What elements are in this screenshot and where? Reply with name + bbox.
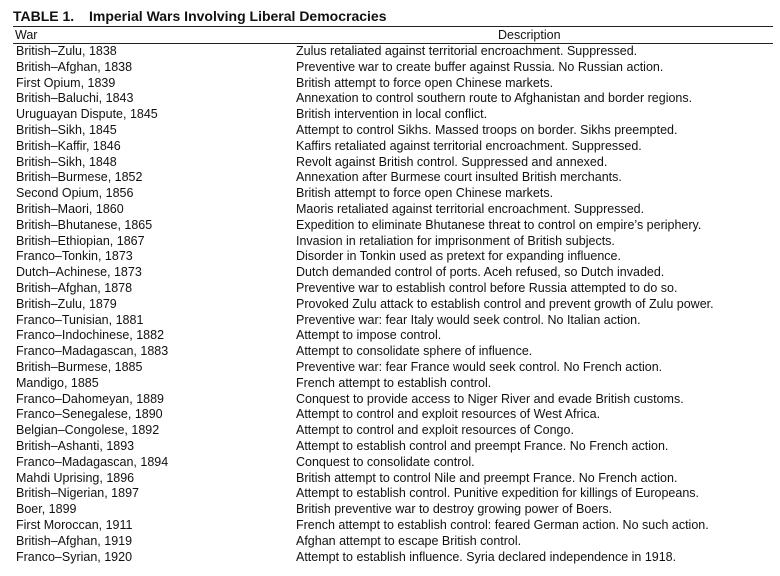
table-row [13,139,773,155]
war-description-cell: Kaffirs retaliated against territorial encroachment. Suppressed. [296,138,642,153]
war-name-cell: Franco–Senegalese, 1890 [16,407,163,422]
table-row [13,123,773,139]
war-description-cell: Attempt to consolidate sphere of influence. [296,344,533,359]
war-description-cell: Afghan attempt to escape British control. [296,533,522,548]
table-row [13,202,773,218]
war-description-cell: British attempt to control Nile and preempt France. No French action. [296,470,678,485]
war-description-cell: Attempt to control and exploit resources of Congo. [296,423,574,438]
war-name-cell: British–Zulu, 1879 [16,296,117,311]
war-name-cell: British–Burmese, 1885 [16,359,143,374]
war-description-cell: Preventive war to create buffer against Russia. No Russian action. [296,59,664,74]
war-description-cell: Dutch demanded control of ports. Aceh refused, so Dutch invaded. [296,265,665,280]
war-description-cell: Attempt to control Sikhs. Massed troops on border. Sikhs preempted. [296,122,678,137]
table-row [13,486,773,502]
table-row [13,234,773,250]
table-row [13,60,773,76]
table-row [13,91,773,107]
table-row [13,44,773,60]
header-war: War [15,28,38,42]
war-description-cell: Conquest to consolidate control. [296,454,475,469]
table-row [13,439,773,455]
war-description-cell: Attempt to establish control and preempt France. No French action. [296,438,669,453]
table-row [13,313,773,329]
war-name-cell: Second Opium, 1856 [16,186,134,201]
war-name-cell: British–Bhutanese, 1865 [16,217,153,232]
war-description-cell: Preventive war: fear Italy would seek control. No Italian action. [296,312,641,327]
war-name-cell: Mahdi Uprising, 1896 [16,470,135,485]
war-description-cell: British preventive war to destroy growing power of Boers. [296,502,613,517]
war-name-cell: Dutch–Achinese, 1873 [16,265,142,280]
war-description-cell: Annexation to control southern route to Afghanistan and border regions. [296,91,693,106]
wars-table [13,44,773,565]
war-name-cell: Franco–Madagascan, 1883 [16,344,169,359]
war-name-cell: Mandigo, 1885 [16,375,99,390]
table-row [13,155,773,171]
war-description-cell: French attempt to establish control. [296,375,492,390]
war-name-cell: Franco–Indochinese, 1882 [16,328,165,343]
war-name-cell: Franco–Tonkin, 1873 [16,249,133,264]
war-description-cell: Expedition to eliminate Bhutanese threat to control on empire’s periphery. [296,217,702,232]
war-name-cell: British–Nigerian, 1897 [16,486,139,501]
war-name-cell: British–Zulu, 1838 [16,44,117,58]
war-description-cell: Annexation after Burmese court insulted British merchants. [296,170,622,185]
table-row [13,455,773,471]
war-name-cell: Uruguayan Dispute, 1845 [16,107,158,122]
war-name-cell: British–Afghan, 1919 [16,533,133,548]
war-name-cell: Franco–Dahomeyan, 1889 [16,391,165,406]
table-row [13,265,773,281]
war-name-cell: Franco–Syrian, 1920 [16,549,133,564]
table-row [13,534,773,550]
table-title: Imperial Wars Involving Liberal Democracies [89,8,387,24]
war-description-cell: Attempt to establish control. Punitive expedition for killings of Europeans. [296,486,699,501]
war-name-cell: Belgian–Congolese, 1892 [16,423,160,438]
table-row [13,107,773,123]
table-row [13,392,773,408]
war-description-cell: Conquest to provide access to Niger River and evade British customs. [296,391,684,406]
war-name-cell: Franco–Tunisian, 1881 [16,312,144,327]
war-name-cell: British–Sikh, 1845 [16,122,117,137]
table-row [13,471,773,487]
table-row [13,423,773,439]
war-name-cell: British–Ethiopian, 1867 [16,233,145,248]
war-name-cell: British–Baluchi, 1843 [16,91,134,106]
table-row [13,344,773,360]
war-name-cell: British–Burmese, 1852 [16,170,143,185]
war-name-cell: British–Maori, 1860 [16,201,124,216]
table-row [13,407,773,423]
war-description-cell: Invasion in retaliation for imprisonment of British subjects. [296,233,615,248]
table-row [13,328,773,344]
war-description-cell: British attempt to force open Chinese markets. [296,75,554,90]
table-row [13,518,773,534]
war-name-cell: British–Kaffir, 1846 [16,138,121,153]
war-description-cell: Revolt against British control. Suppressed and annexed. [296,154,608,169]
war-description-cell: Maoris retaliated against territorial encroachment. Suppressed. [296,201,645,216]
war-description-cell: British intervention in local conflict. [296,107,488,122]
table-label: TABLE 1. [13,8,75,24]
war-name-cell: British–Ashanti, 1893 [16,438,135,453]
table-row [13,76,773,92]
war-description-cell: Provoked Zulu attack to establish control and prevent growth of Zulu power. [296,296,714,311]
table-row [13,170,773,186]
table-row [13,249,773,265]
war-description-cell: Zulus retaliated against territorial encroachment. Suppressed. [296,44,638,58]
table-caption [13,7,773,26]
war-name-cell: British–Sikh, 1848 [16,154,117,169]
table-row [13,550,773,566]
table-row [13,281,773,297]
war-description-cell: Preventive war to establish control before Russia attempted to do so. [296,280,678,295]
war-description-cell: Attempt to establish influence. Syria declared independence in 1918. [296,549,677,564]
table-row [13,297,773,313]
table-row [13,186,773,202]
table-row [13,360,773,376]
table-row [13,218,773,234]
wars-table-body [13,44,773,565]
war-name-cell: Franco–Madagascan, 1894 [16,454,169,469]
war-name-cell: British–Afghan, 1878 [16,280,133,295]
header-description: Description [498,28,561,42]
war-name-cell: Boer, 1899 [16,502,77,517]
war-description-cell: Disorder in Tonkin used as pretext for expanding influence. [296,249,621,264]
war-name-cell: First Opium, 1839 [16,75,116,90]
table-header-row [13,27,773,43]
war-description-cell: Attempt to impose control. [296,328,442,343]
war-description-cell: British attempt to force open Chinese markets. [296,186,554,201]
war-description-cell: Attempt to control and exploit resources of West Africa. [296,407,601,422]
war-name-cell: First Moroccan, 1911 [16,517,133,532]
war-name-cell: British–Afghan, 1838 [16,59,133,74]
war-description-cell: Preventive war: fear France would seek control. No French action. [296,359,663,374]
table-row [13,376,773,392]
war-description-cell: French attempt to establish control: feared German action. No such action. [296,517,709,532]
document-page [13,7,773,565]
table-row [13,502,773,518]
